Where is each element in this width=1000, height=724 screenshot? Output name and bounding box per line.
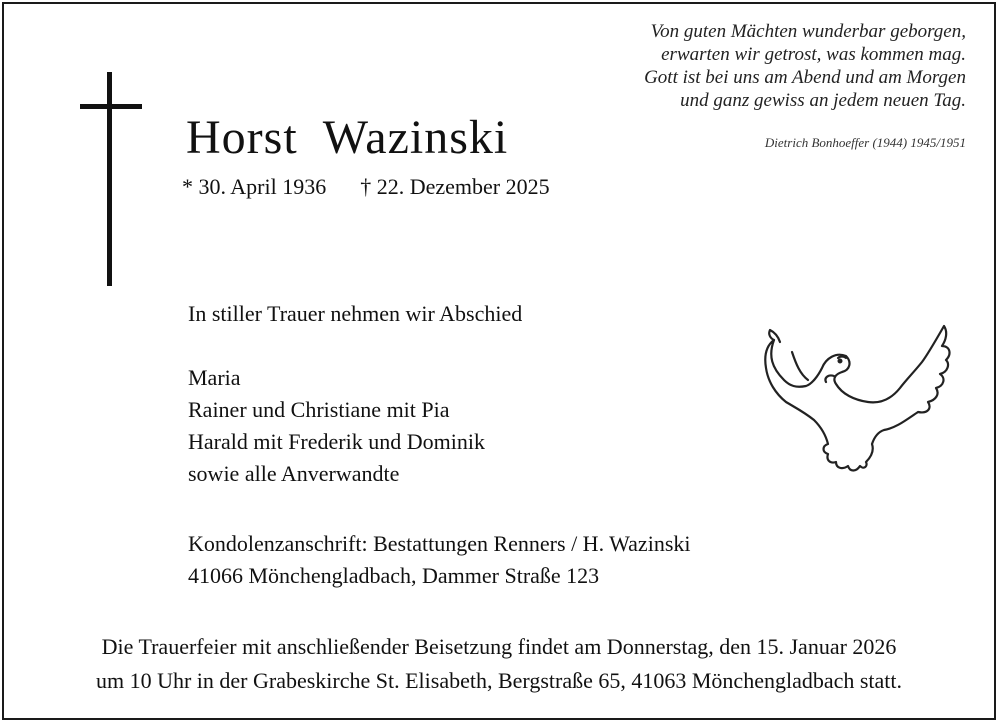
bonhoeffer-quote	[566, 20, 966, 112]
mourner: Rainer und Christiane mit Pia	[188, 397, 450, 422]
ceremony-line: Die Trauerfeier mit anschließender Beisetzung findet am Donnerstag, den 15. Januar 2026	[101, 634, 897, 659]
dove-icon	[756, 316, 962, 480]
quote-source: Dietrich Bonhoeffer (1944) 1945/1951	[764, 135, 966, 150]
condolence-address	[188, 528, 691, 592]
obituary-notice	[2, 2, 996, 720]
address-line: 41066 Mönchengladbach, Dammer Straße 123	[188, 563, 600, 588]
birth-date: * 30. April 1936	[182, 174, 327, 199]
mourner: Harald mit Frederik und Dominik	[188, 429, 485, 454]
quote-line: Gott ist bei uns am Abend und am Morgen	[644, 67, 966, 88]
cross-icon	[80, 72, 142, 286]
death-date: † 22. Dezember 2025	[360, 174, 550, 199]
mourner: Maria	[188, 365, 241, 390]
ceremony-line: um 10 Uhr in der Grabeskirche St. Elisabeth, Bergstraße 65, 41063 Mönchengladbach statt.	[95, 668, 903, 693]
quote-line: und ganz gewiss an jedem neuen Tag.	[680, 90, 966, 111]
life-dates	[182, 174, 550, 200]
farewell-intro: In stiller Trauer nehmen wir Abschied	[188, 301, 523, 326]
mourner: sowie alle Anverwandte	[188, 461, 400, 486]
deceased-name: Horst Wazinski	[186, 111, 509, 164]
mourners-list	[188, 362, 485, 490]
ceremony-info	[4, 630, 994, 698]
address-line: Kondolenzanschrift: Bestattungen Renners / H. Wazinski	[188, 531, 691, 556]
quote-line: erwarten wir getrost, was kommen mag.	[661, 44, 966, 65]
quote-line: Von guten Mächten wunderbar geborgen,	[650, 21, 966, 42]
